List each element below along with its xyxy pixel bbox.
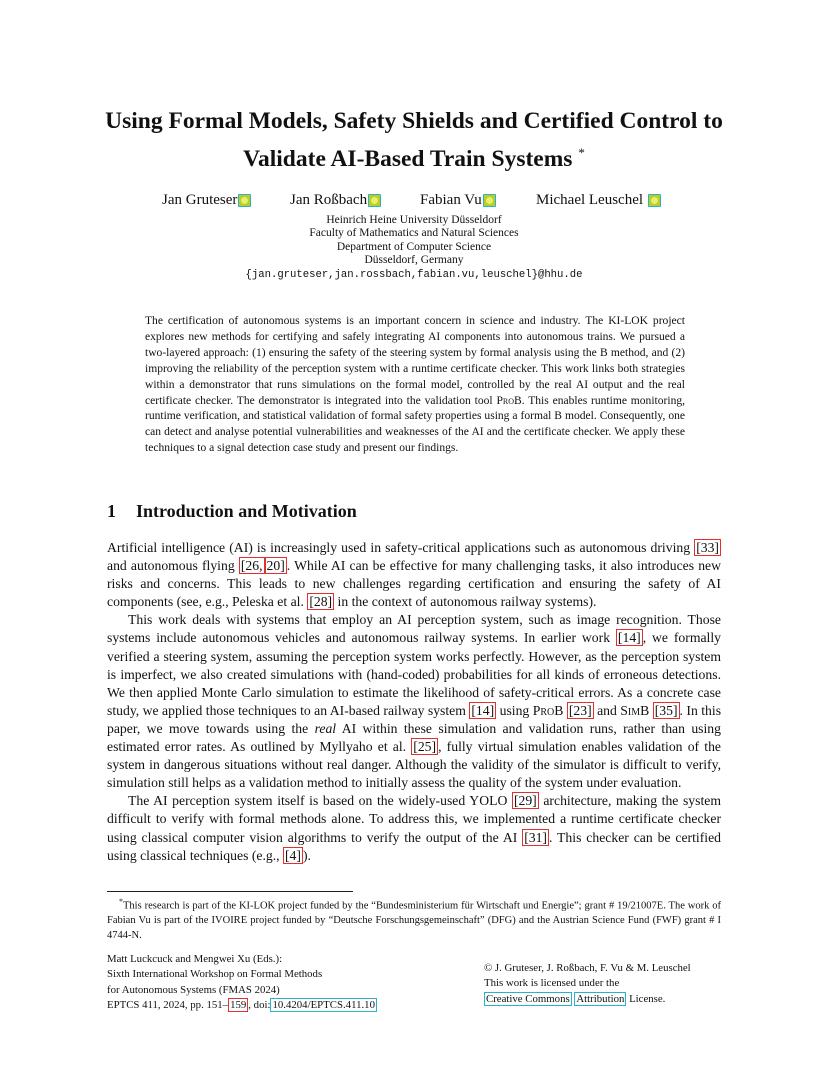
publication-info <box>107 952 437 1014</box>
orcid-icon[interactable] <box>238 194 251 207</box>
orcid-icon[interactable] <box>368 194 381 207</box>
title-footnote-mark[interactable]: * <box>578 145 585 160</box>
creative-commons-link[interactable]: Creative Commons <box>486 992 570 1005</box>
author-3: Fabian Vu <box>420 192 496 209</box>
footnote-divider <box>107 891 353 892</box>
license-link-line: Creative Commons Attribution License. <box>486 992 666 1005</box>
attribution-link[interactable]: Attribution <box>576 992 625 1005</box>
prob-tool-name: ProB <box>496 394 522 407</box>
copyright-block <box>484 961 744 1007</box>
simb-tool-name: SimB <box>620 702 650 718</box>
section-body <box>107 539 721 865</box>
affiliation-line: Düsseldorf, Germany <box>364 254 464 267</box>
orcid-icon[interactable] <box>483 194 496 207</box>
prob-tool-name: ProB <box>532 702 564 718</box>
citation-link[interactable]: [28] <box>309 594 333 610</box>
emphasis-real: real <box>314 720 337 736</box>
section-number: 1 <box>107 501 116 521</box>
paragraph-2: This work deals with systems that employ an AI perception system, such as image recognition. Those systems include autonomous vehicles and autonomous railway systems. In earlier work [14] , we formally verified a steering system, assuming the perception system works perfectly. However, as the perception system is imperfect, we also created simulations with (hand-coded) probabilities for all kinds of erroneous detections. We then applied Monte Carlo simulation to estimate the likelihood of safety-critical errors. As a concrete case study, we applied those techniques to an AI-based railway system [14] using ProB [23] and SimB [35] . In this paper, we move towards using the real AI within these simulation and validation runs, rather than using estimated error rates. As outlined by Myllyaho et al. [25] , fully virtual simulation enables validation of the system in dangerous situations without real danger. Although the validity of the simulator is difficult to verify, simulation still helps as a validation method to initially assess the quality of the system under evaluation. <box>107 612 722 791</box>
citation-link[interactable]: [33] <box>696 540 719 555</box>
paragraph-1: Artificial intelligence (AI) is increasingly used in safety-critical applications such as autonomous driving [33] and autonomous flying [26, 20] . While AI can be effective for many challenging tasks, it also introduces new risks and concerns. This leads to new challenges regarding certification and ensuring the safety of AI components (see, e.g., Peleska et al. [28] in the context of autonomous railway systems). <box>107 540 721 610</box>
eptcs-line: EPTCS 411, 2024, pp. 151– 159 , doi: 10.4204/EPTCS.411.10 <box>107 999 375 1012</box>
affiliation-line: Faculty of Mathematics and Natural Sciences <box>309 227 519 240</box>
paragraph-3: The AI perception system itself is based on the widely-used YOLO [29] architecture, making the system difficult to verify with formal methods alone. To address this, we implemented a runtime certificate checker using classical computer vision algorithms to verify the output of the AI [31] . This checker can be certified using classical techniques (e.g., [4] ). <box>107 793 721 863</box>
citation-link[interactable]: [26, <box>240 558 263 574</box>
section-title: Introduction and Motivation <box>136 501 357 521</box>
citation-link[interactable]: [25] <box>413 739 437 755</box>
footnote: *This research is part of the KI-LOK project funded by the “Bundesministerium für Wirtschaft und Energie”; grant # 19/21007E. The work of Fabian Vu is part of the IVOIRE project funded by “Deutsche Forschungsgemeinschaft” (DFG) and the Austrian Science Fund (FWF) grant # I 4744-N. <box>107 897 721 942</box>
citation-link[interactable]: [23] <box>568 702 592 718</box>
affiliation-line: Heinrich Heine University Düsseldorf <box>326 214 502 226</box>
title-line-1: Using Formal Models, Safety Shields and Certified Control to <box>105 108 723 134</box>
orcid-icon[interactable] <box>648 194 661 207</box>
license-line: This work is licensed under the <box>484 977 620 990</box>
author-2: Jan Roßbach <box>290 192 381 209</box>
footnote-mark: * <box>119 897 123 906</box>
citation-link[interactable]: [35] <box>654 702 678 718</box>
copyright-line: © J. Gruteser, J. Roßbach, F. Vu & M. Leuschel <box>484 962 691 974</box>
citation-link[interactable]: 20] <box>266 558 285 574</box>
title-line-2: Validate AI-Based Train Systems <box>243 145 573 172</box>
section-heading <box>107 501 357 522</box>
doi-link[interactable]: 10.4204/EPTCS.411.10 <box>272 999 375 1012</box>
paper-title <box>60 106 768 175</box>
last-page-link[interactable]: 159 <box>230 999 247 1012</box>
abstract: The certification of autonomous systems is an important concern in science and industry. The KI-LOK project explores new methods for certifying and safely integrating AI components into autonomous trains. We pursued a two-layered approach: (1) ensuring the safety of the steering system by formal analysis using the B method, and (2) improving the reliability of the perception system with a runtime certificate checker. This work links both strategies within a demonstrator that runs simulations on the formal model, controlled by the real AI output and the real certificate checker. The demonstrator is integrated into the validation tool ProB. This enables runtime monitoring, runtime verification, and statistical validation of formal safety properties using a formal B model. Consequently, one can detect and analyse potential vulnerabilities and weaknesses of the AI and the certificate checker. We apply these techniques to a signal detection case study and present our findings. <box>145 315 685 455</box>
author-4: Michael Leuschel <box>536 192 661 209</box>
affiliation <box>0 214 828 268</box>
citation-link[interactable]: [4] <box>285 847 301 863</box>
affiliation-line: Department of Computer Science <box>336 240 492 253</box>
editors: Matt Luckcuck and Mengwei Xu (Eds.): <box>107 953 283 965</box>
citation-link[interactable]: [14] <box>471 702 495 718</box>
workshop-line-1: Sixth International Workshop on Formal Methods <box>107 968 323 981</box>
citation-link[interactable]: [14] <box>617 630 641 646</box>
author-emails: {jan.gruteser,jan.rossbach,fabian.vu,leuschel}@hhu.de <box>245 269 583 281</box>
citation-link[interactable]: [29] <box>513 793 537 809</box>
workshop-line-2: for Autonomous Systems (FMAS 2024) <box>107 983 280 996</box>
citation-link[interactable]: [31] <box>524 829 547 845</box>
author-1: Jan Gruteser <box>162 192 251 209</box>
